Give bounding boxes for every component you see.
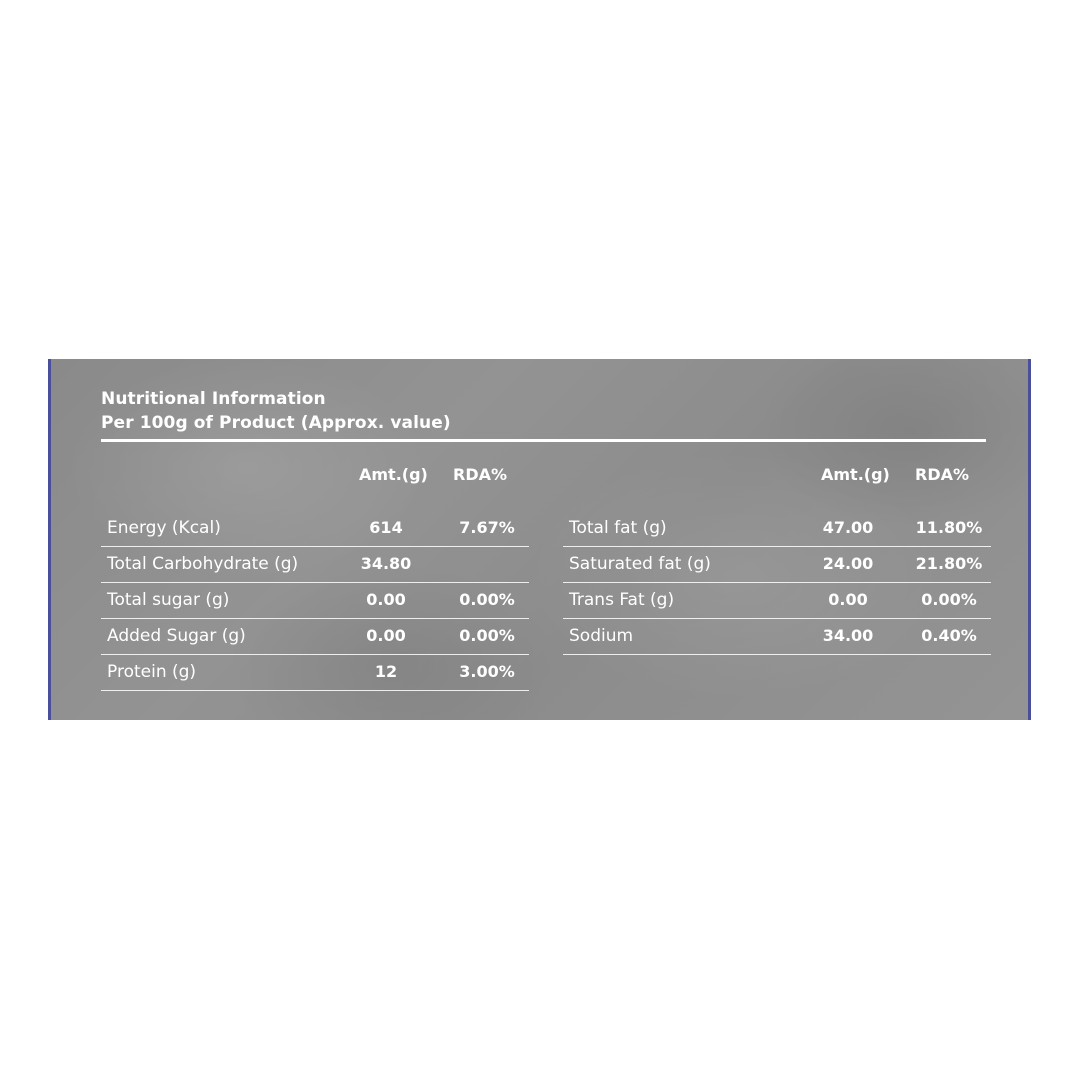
row-amt: 0.00 xyxy=(366,626,406,645)
row-amt: 0.00 xyxy=(366,590,406,609)
table-row xyxy=(101,511,529,547)
row-rda: 21.80% xyxy=(915,554,983,573)
row-label: Added Sugar (g) xyxy=(107,626,246,646)
row-rda: 11.80% xyxy=(915,518,983,537)
row-rda: 0.00% xyxy=(459,626,515,645)
header-rda-left: RDA% xyxy=(453,465,508,484)
row-label: Protein (g) xyxy=(107,662,197,682)
table-row xyxy=(563,547,991,583)
row-amt: 34.00 xyxy=(822,626,874,645)
row-amt: 47.00 xyxy=(822,518,874,537)
row-label: Trans Fat (g) xyxy=(569,590,675,610)
table-header-right xyxy=(563,459,991,493)
table-header-left xyxy=(101,459,529,493)
row-label: Total fat (g) xyxy=(569,518,667,538)
nutrition-title xyxy=(101,387,451,435)
table-row xyxy=(563,511,991,547)
row-label: Energy (Kcal) xyxy=(107,518,221,538)
nutrition-table-left xyxy=(101,459,529,691)
table-row xyxy=(101,583,529,619)
header-rda-right: RDA% xyxy=(915,465,970,484)
table-row xyxy=(101,655,529,691)
row-amt: 614 xyxy=(369,518,403,537)
row-label: Sodium xyxy=(569,626,634,646)
nutrition-table-right xyxy=(563,459,991,655)
title-divider xyxy=(101,439,986,442)
row-label: Total Carbohydrate (g) xyxy=(107,554,299,574)
table-row xyxy=(101,547,529,583)
table-row xyxy=(563,619,991,655)
row-amt: 24.00 xyxy=(822,554,874,573)
row-rda: 0.00% xyxy=(921,590,977,609)
header-amt-left: Amt.(g) xyxy=(359,465,428,484)
row-amt: 0.00 xyxy=(828,590,868,609)
row-label: Total sugar (g) xyxy=(107,590,230,610)
row-rda: 0.00% xyxy=(459,590,515,609)
title-line-2: Per 100g of Product (Approx. value) xyxy=(101,413,451,433)
row-amt: 12 xyxy=(374,662,398,681)
row-rda: 0.40% xyxy=(921,626,977,645)
nutrition-panel xyxy=(48,359,1031,720)
row-rda: 3.00% xyxy=(459,662,515,681)
row-amt: 34.80 xyxy=(360,554,412,573)
row-rda: 7.67% xyxy=(459,518,515,537)
table-row xyxy=(563,583,991,619)
title-line-1: Nutritional Information xyxy=(101,389,326,409)
row-label: Saturated fat (g) xyxy=(569,554,711,574)
table-row xyxy=(101,619,529,655)
header-amt-right: Amt.(g) xyxy=(821,465,890,484)
